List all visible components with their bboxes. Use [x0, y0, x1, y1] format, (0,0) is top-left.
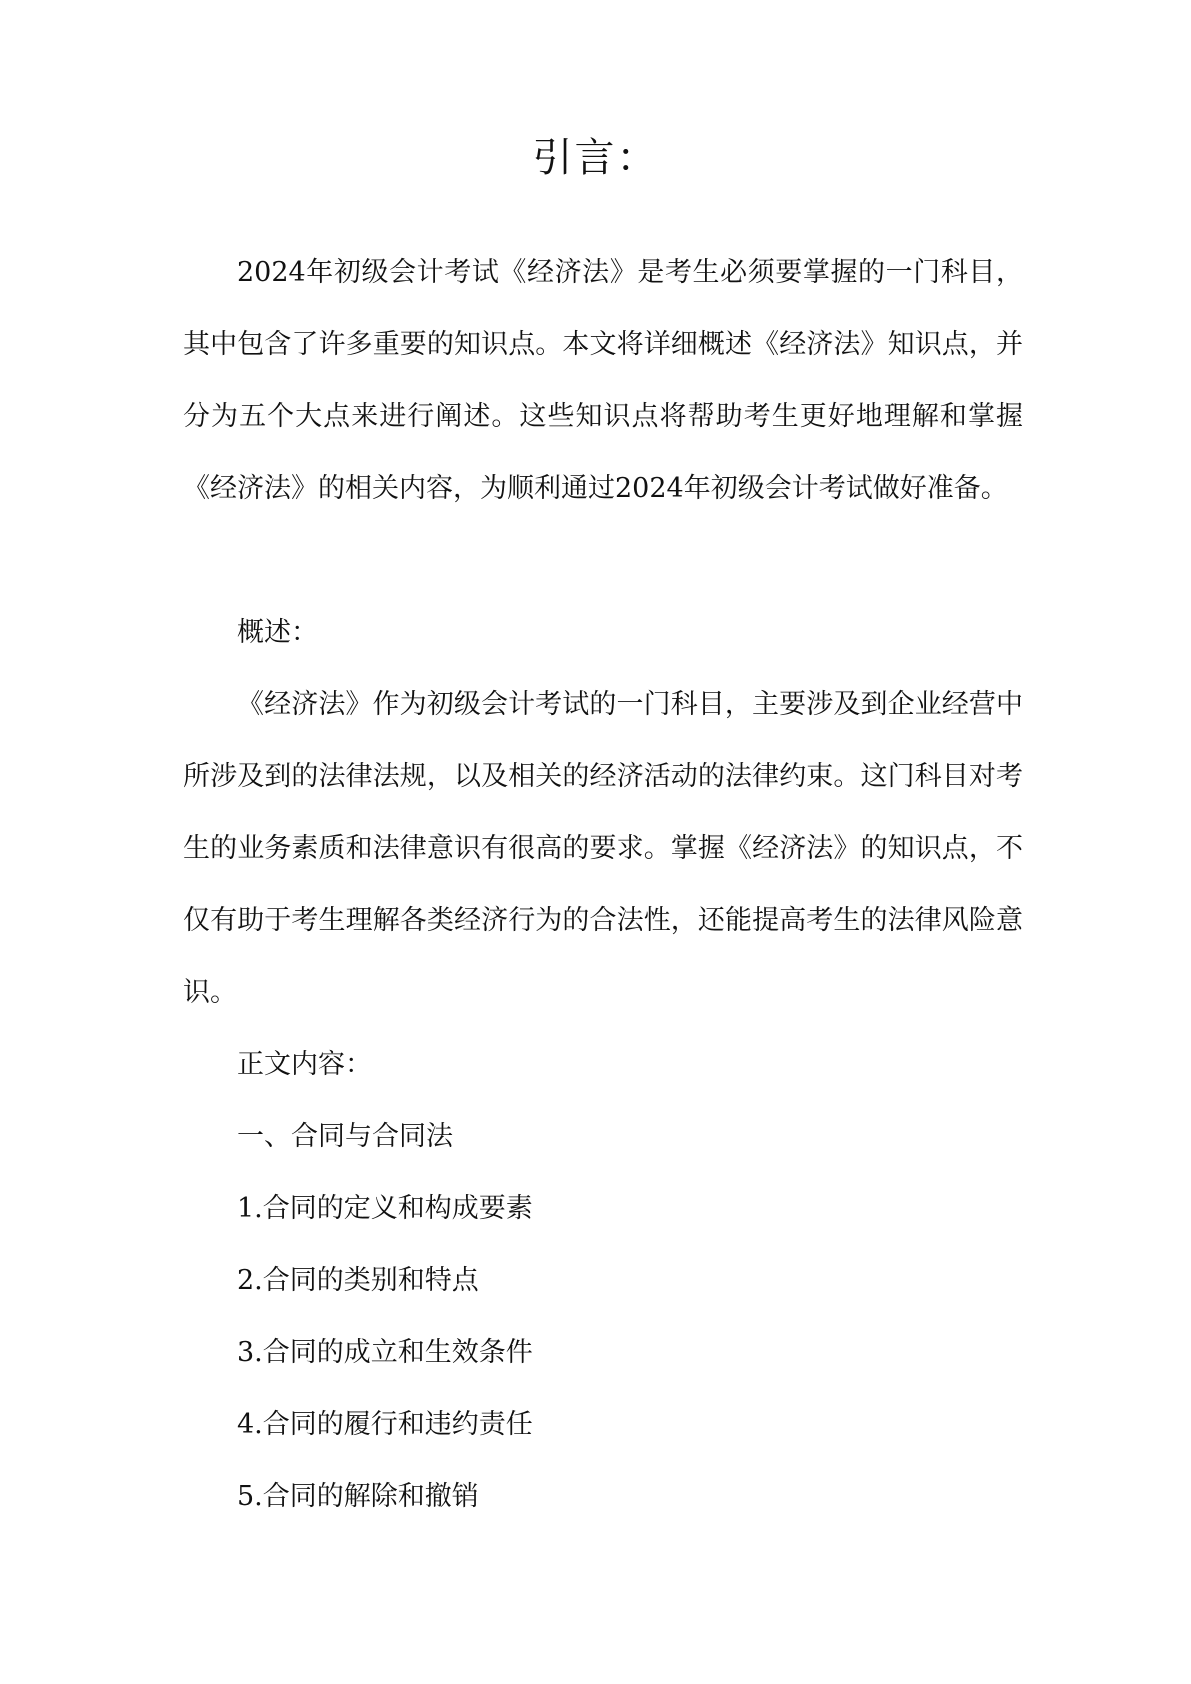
section-one-heading: 一、合同与合同法: [237, 1121, 453, 1152]
page-title: 引言：: [532, 135, 659, 181]
section-one-list: [237, 1101, 1023, 1533]
list-item: 5.合同的解除和撤销: [237, 1481, 479, 1512]
overview-paragraph: 《经济法》作为初级会计考试的一门科目，主要涉及到企业经营中所涉及到的法律法规，以及相关的经济活动的法律约束。这门科目对考生的业务素质和法律意识有很高的要求。掌握《经济法》的知识点，不仅有助于考生理解各类经济行为的合法性，还能提高考生的法律风险意识。: [183, 689, 1023, 1008]
list-item: 4.合同的履行和违约责任: [237, 1409, 533, 1440]
list-item: 2.合同的类别和特点: [237, 1265, 479, 1296]
intro-paragraph: 2024年初级会计考试《经济法》是考生必须要掌握的一门科目，其中包含了许多重要的知识点。本文将详细概述《经济法》知识点，并分为五个大点来进行阐述。这些知识点将帮助考生更好地理解和掌握《经济法》的相关内容，为顺利通过2024年初级会计考试做好准备。: [183, 257, 1023, 504]
body-heading: 正文内容：: [237, 1049, 372, 1080]
list-item: 1.合同的定义和构成要素: [237, 1193, 533, 1224]
list-item: 3.合同的成立和生效条件: [237, 1337, 533, 1368]
overview-heading: 概述：: [237, 617, 318, 648]
